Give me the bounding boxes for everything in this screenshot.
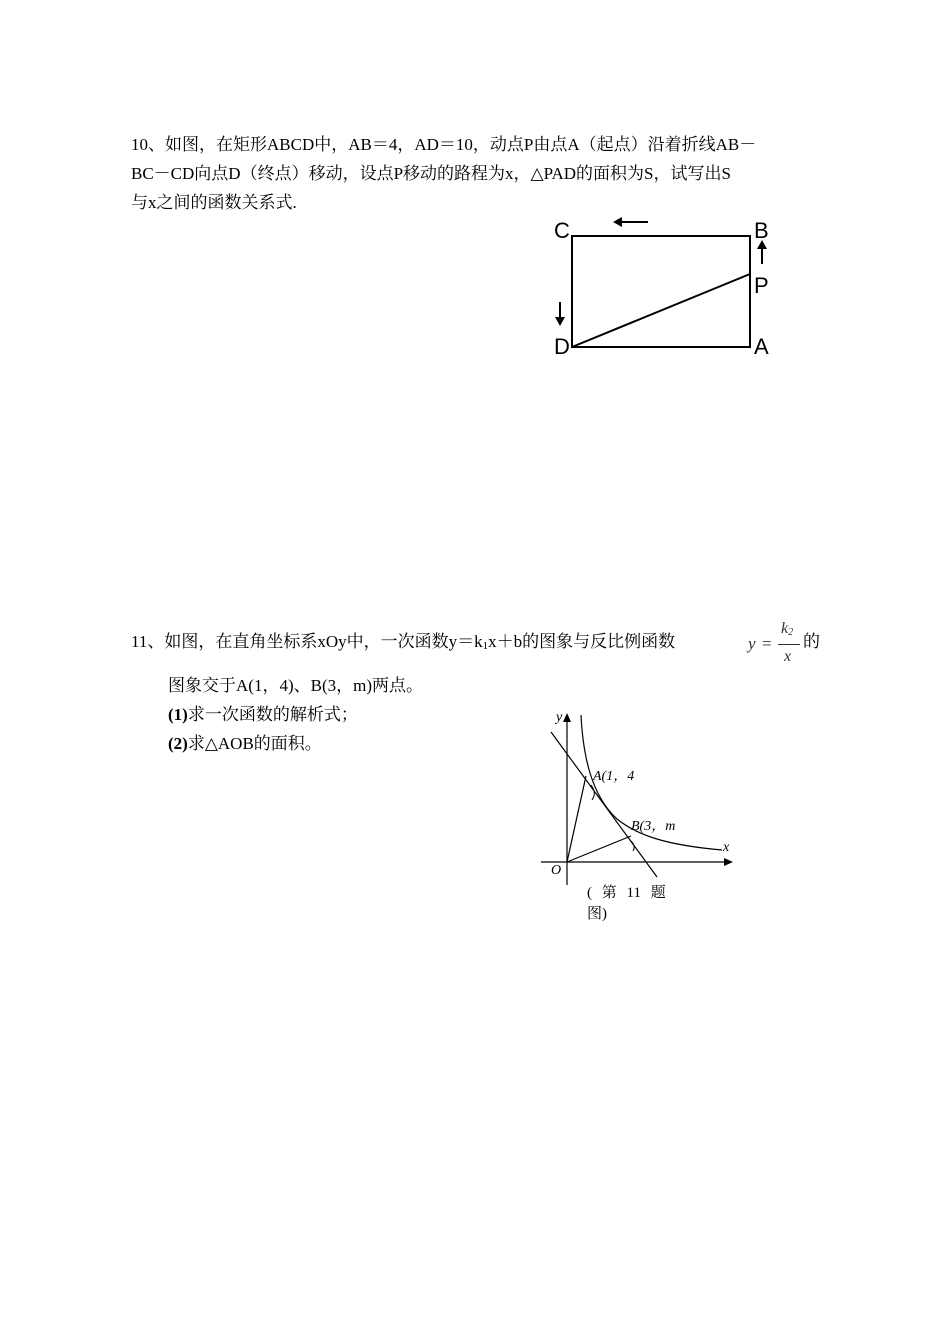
- part-2-number: (2): [168, 734, 188, 753]
- segment-oa: [567, 776, 586, 862]
- label-a: A: [754, 334, 769, 357]
- q11-line-1: [131, 628, 675, 660]
- formula-y: y: [748, 634, 756, 653]
- q10-line-1: 10、如图，在矩形ABCD中，AB＝4，AD＝10，动点P由点A（起点）沿着折线AB－: [131, 135, 757, 154]
- inverse-function-formula: [748, 620, 802, 670]
- axis-label-y: y: [556, 710, 563, 725]
- label-p: P: [754, 273, 769, 298]
- formula-eq: =: [762, 634, 772, 653]
- formula-denominator: x: [784, 648, 792, 665]
- q11-line-1-part-b: x＋b的图象与反比例函数: [488, 632, 676, 651]
- arrow-left-head-icon: [613, 217, 622, 227]
- numerator-k: k: [781, 620, 789, 637]
- part-1-text: 求一次函数的解析式；: [187, 705, 358, 724]
- fraction-bar: [778, 644, 800, 645]
- coordinate-figure: [535, 705, 745, 890]
- label-d: D: [554, 334, 570, 357]
- axis-label-x: x: [723, 840, 730, 855]
- point-a-label: A(1，4: [593, 769, 635, 784]
- q11-part-2: [168, 730, 322, 758]
- arrow-down-head-icon: [555, 317, 565, 326]
- formula-numerator: [781, 620, 793, 638]
- segment-ob: [567, 836, 631, 862]
- rectangle-figure: [545, 212, 785, 357]
- y-axis-arrow-icon: [563, 713, 571, 722]
- segment-dp: [572, 274, 750, 347]
- x-axis-arrow-icon: [724, 858, 733, 866]
- figure-caption-line-1: ( 第 11 题: [587, 885, 666, 901]
- k1-subscript: 1: [482, 640, 489, 652]
- numerator-sub: 2: [788, 627, 794, 638]
- label-b: B: [754, 218, 769, 243]
- figure-caption-line-2: 图): [587, 906, 607, 922]
- label-c: C: [554, 218, 570, 243]
- part-2-text: 求△AOB的面积。: [187, 734, 322, 753]
- rectangle-abcd: [572, 236, 750, 347]
- q10-line-3: 与x之间的函数关系式.: [131, 193, 297, 212]
- q11-line-1-end: 的: [803, 632, 820, 651]
- q11-line-1-part-a: 11、如图，在直角坐标系xOy中，一次函数y＝k: [131, 632, 483, 651]
- q11-line-2: 图象交于A(1，4)、B(3，m)两点。: [168, 676, 423, 695]
- q11-part-1: [168, 701, 358, 729]
- q10-line-2: BC－CD向点D（终点）移动，设点P移动的路程为x，△PAD的面积为S，试写出S: [131, 164, 731, 183]
- part-1-number: (1): [168, 705, 188, 724]
- point-b-label: B(3，m: [631, 819, 676, 834]
- origin-label: O: [551, 863, 562, 878]
